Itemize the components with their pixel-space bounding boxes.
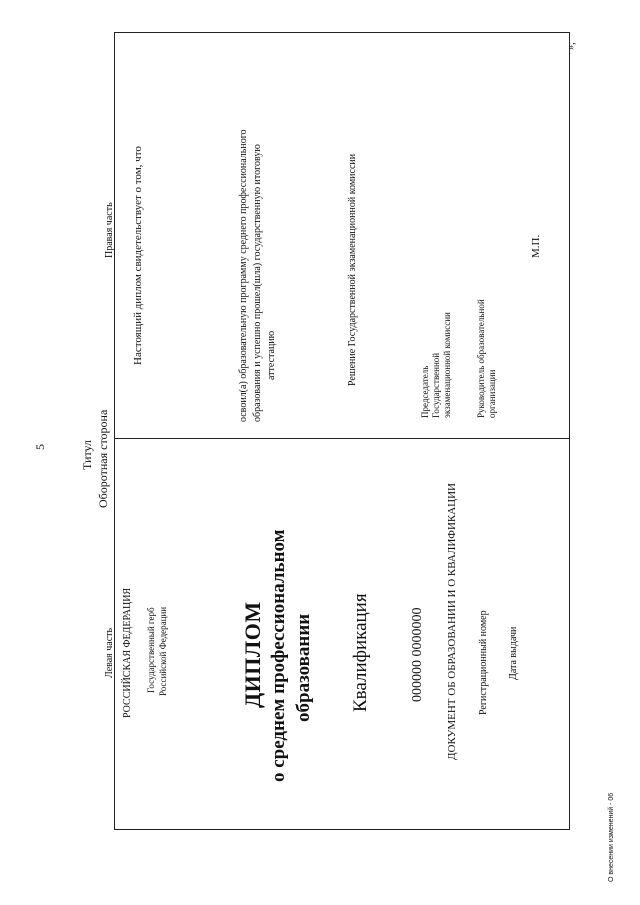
registration-number-label: Регистрационный номер [478,610,489,715]
mastered-text-line2: образования и успешно прошел(шла) государственную итоговую [252,144,263,422]
chair-label-line1: Председатель [420,365,430,418]
page-number: 5 [33,444,47,450]
chair-label-line3: экзаменационной комиссии [442,312,452,418]
document-number: 000000 0000000 [410,607,425,702]
corner-mark: »; [566,42,577,50]
diploma-frame [114,32,570,830]
diploma-title: ДИПЛОМ [240,601,265,708]
right-part-label: Правая часть [104,202,115,258]
center-separator [114,438,570,439]
certifies-text: Настоящий диплом свидетельствует о том, что [132,146,144,365]
issue-date-label: Дата выдачи [508,626,519,680]
head-label-line1: Руководитель образовательной [476,299,486,418]
mastered-text-line3: аттестацию [266,330,277,380]
side-note: О внесении изменений - 06 [608,792,615,882]
mastered-text-line1: освоил(а) образовательную программу среднего профессионального [238,129,249,422]
title-heading: Титул [80,440,94,470]
stamp-place: М.П. [530,234,542,258]
reverse-side-heading: Оборотная сторона [96,409,110,508]
head-label-line2: организации [487,369,497,418]
diploma-subtitle-line1: о среднем профессиональном [268,529,289,782]
left-part-label: Левая часть [104,627,115,678]
commission-decision: Решение Государственной экзаменационной комиссии [347,153,358,386]
qualification-label: Квалификация [350,593,371,712]
coat-of-arms-line1: Государственный герб [146,607,156,693]
document-type: ДОКУМЕНТ ОБ ОБРАЗОВАНИИ И О КВАЛИФИКАЦИИ [446,482,458,760]
coat-of-arms-line2: Российской Федерации [158,606,168,696]
country-title: РОССИЙСКАЯ ФЕДЕРАЦИЯ [122,587,133,718]
diploma-subtitle-line2: образовании [293,613,314,722]
chair-label-line2: Государственной [431,352,441,418]
